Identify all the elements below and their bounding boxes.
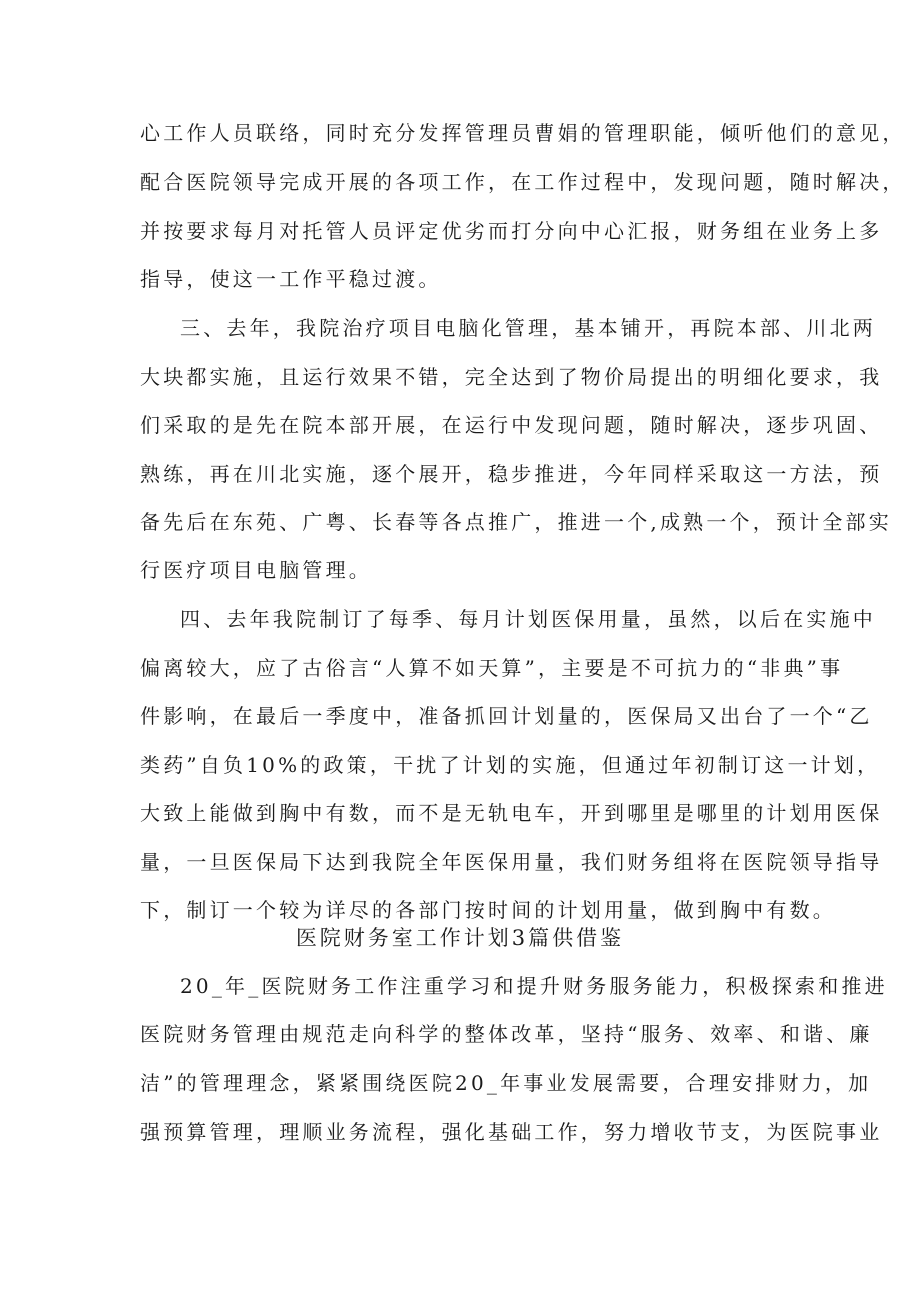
paragraph-line: 并按要求每月对托管人员评定优劣而打分向中心汇报，财务组在业务上多 (140, 219, 883, 243)
paragraph-line: 们采取的是先在院本部开展，在运行中发现问题，随时解决，逐步巩固、 (140, 413, 883, 437)
section-title: 医院财务室工作计划3篇供借鉴 (295, 926, 625, 950)
paragraph-line: 行医疗项目电脑管理。 (140, 558, 372, 582)
paragraph-line: 医院财务管理由规范走向科学的整体改革，坚持“服务、效率、和谐、廉 (140, 1022, 873, 1046)
paragraph-line: 20_年_医院财务工作注重学习和提升财务服务能力，积极探索和推进 (180, 974, 888, 998)
paragraph-line: 配合医院领导完成开展的各项工作，在工作过程中，发现问题，随时解决， (140, 170, 906, 194)
paragraph-line: 强预算管理，理顺业务流程，强化基础工作，努力增收节支，为医院事业 (140, 1120, 883, 1144)
paragraph-line: 量，一旦医保局下达到我院全年医保用量，我们财务组将在医院领导指导 (140, 850, 883, 874)
paragraph-line: 备先后在东苑、广粤、长春等各点推广，推进一个,成熟一个，预计全部实 (140, 510, 892, 534)
paragraph-line: 件影响，在最后一季度中，准备抓回计划量的，医保局又出台了一个“乙 (140, 704, 873, 728)
paragraph-line: 下，制订一个较为详尽的各部门按时间的计划用量，做到胸中有数。 (140, 898, 836, 922)
paragraph-line: 大致上能做到胸中有数，而不是无轨电车，开到哪里是哪里的计划用医保 (140, 801, 883, 825)
paragraph-line: 类药”自负10%的政策，干扰了计划的实施，但通过年初制订这一计划， (140, 753, 881, 777)
paragraph-line: 心工作人员联络，同时充分发挥管理员曹娟的管理职能，倾听他们的意见， (140, 121, 906, 145)
paragraph-line: 熟练，再在川北实施，逐个展开，稳步推进，今年同样采取这一方法，预 (140, 462, 883, 486)
paragraph-line: 大块都实施，且运行效果不错，完全达到了物价局提出的明细化要求，我 (140, 365, 883, 389)
paragraph-line: 三、去年，我院治疗项目电脑化管理，基本铺开，再院本部、川北两 (180, 316, 876, 340)
paragraph-line: 指导，使这一工作平稳过渡。 (140, 267, 442, 291)
paragraph-line: 洁”的管理理念，紧紧围绕医院20_年事业发展需要，合理安排财力，加 (140, 1071, 872, 1095)
paragraph-line: 偏离较大，应了古俗言“人算不如天算”，主要是不可抗力的“非典”事 (140, 656, 844, 680)
paragraph-line: 四、去年我院制订了每季、每月计划医保用量，虽然，以后在实施中 (180, 607, 876, 631)
